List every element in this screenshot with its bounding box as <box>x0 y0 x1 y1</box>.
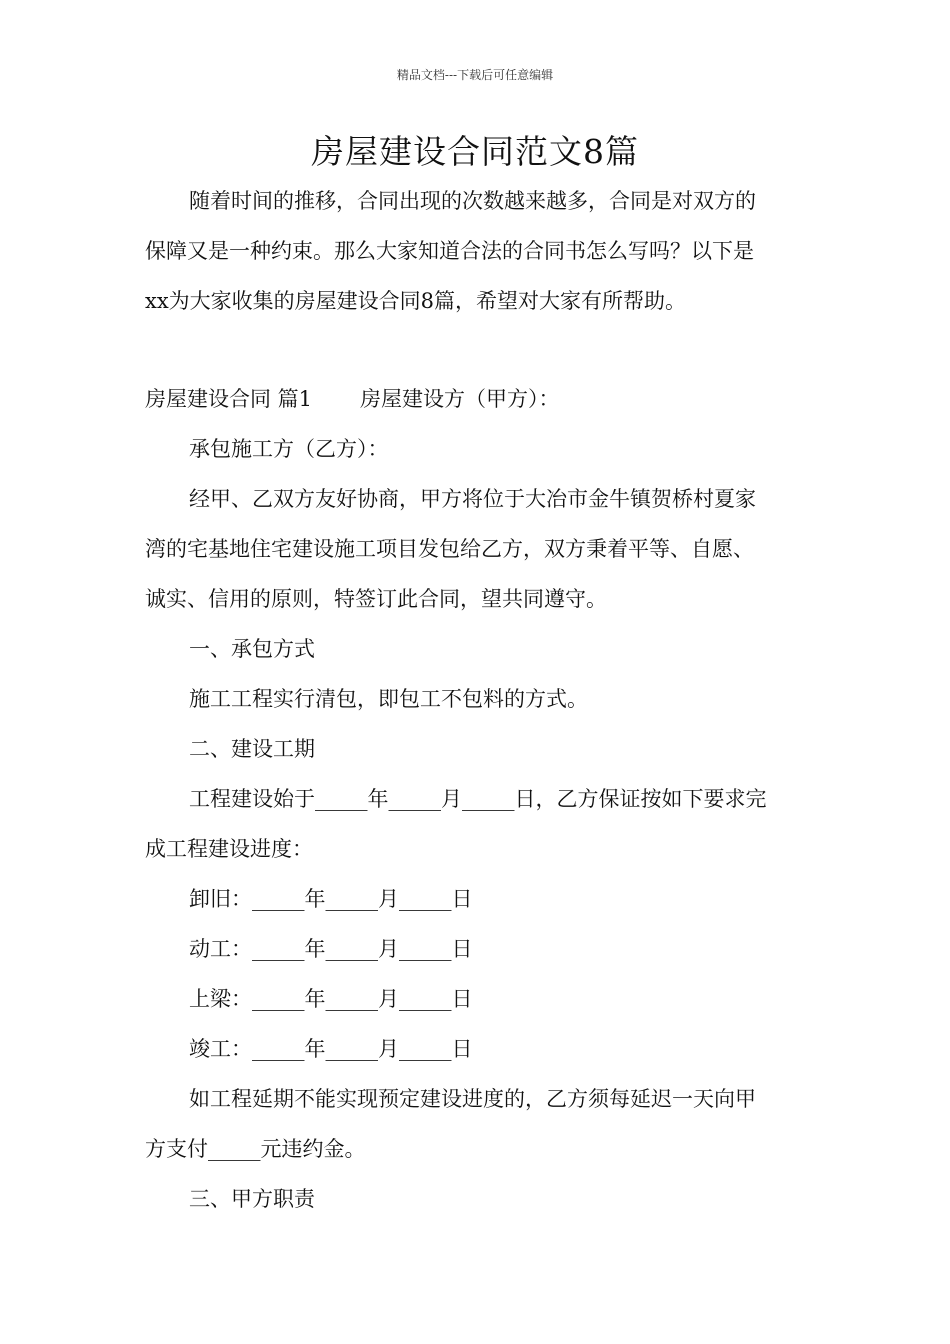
agreement-paragraph <box>145 474 807 624</box>
header-note: 精品文档---下载后可任意编辑 <box>396 68 554 82</box>
penalty-line: 如工程延期不能实现预定建设进度的，乙方须每延迟一天向甲 <box>189 1087 756 1111</box>
document-title: 房屋建设合同范文8篇 <box>311 132 639 171</box>
clause-1-title: 一、承包方式 <box>189 637 315 661</box>
intro-line: xx为大家收集的房屋建设合同8篇，希望对大家有所帮助。 <box>145 289 687 313</box>
intro-paragraph <box>145 176 807 326</box>
party-b-label: 承包施工方（乙方）： <box>189 437 389 461</box>
agreement-line: 湾的宅基地住宅建设施工项目发包给乙方，双方秉着平等、自愿、 <box>145 537 754 561</box>
section-heading: 房屋建设合同 篇1 <box>145 387 313 411</box>
clause-2-line: 成工程建设进度： <box>145 837 313 861</box>
clause-1-text: 施工工程实行清包，即包工不包料的方式。 <box>189 687 588 711</box>
clause-2-title: 二、建设工期 <box>189 737 315 761</box>
schedule-item-demolish: 卸旧：_____年_____月_____日 <box>189 887 473 911</box>
spacer <box>145 326 807 374</box>
document-body <box>145 176 807 1224</box>
agreement-line: 经甲、乙双方友好协商，甲方将位于大冶市金牛镇贺桥村夏家 <box>189 487 756 511</box>
clause-2-line: 工程建设始于_____年_____月_____日，乙方保证按如下要求完 <box>189 787 767 811</box>
agreement-line: 诚实、信用的原则，特签订此合同，望共同遵守。 <box>145 587 607 611</box>
party-a-label: 房屋建设方（甲方）： <box>360 387 560 411</box>
penalty-paragraph <box>145 1074 807 1174</box>
clause-2-paragraph <box>145 774 807 874</box>
schedule-item-complete: 竣工：_____年_____月_____日 <box>189 1037 473 1061</box>
schedule-item-beam: 上梁：_____年_____月_____日 <box>189 987 473 1011</box>
intro-line: 随着时间的推移，合同出现的次数越来越多，合同是对双方的 <box>189 189 756 213</box>
intro-line: 保障又是一种约束。那么大家知道合法的合同书怎么写吗？以下是 <box>145 239 754 263</box>
penalty-line: 方支付_____元违约金。 <box>145 1137 366 1161</box>
section-heading-line <box>145 374 807 424</box>
clause-3-title: 三、甲方职责 <box>189 1187 315 1211</box>
schedule-item-start: 动工：_____年_____月_____日 <box>189 937 473 961</box>
